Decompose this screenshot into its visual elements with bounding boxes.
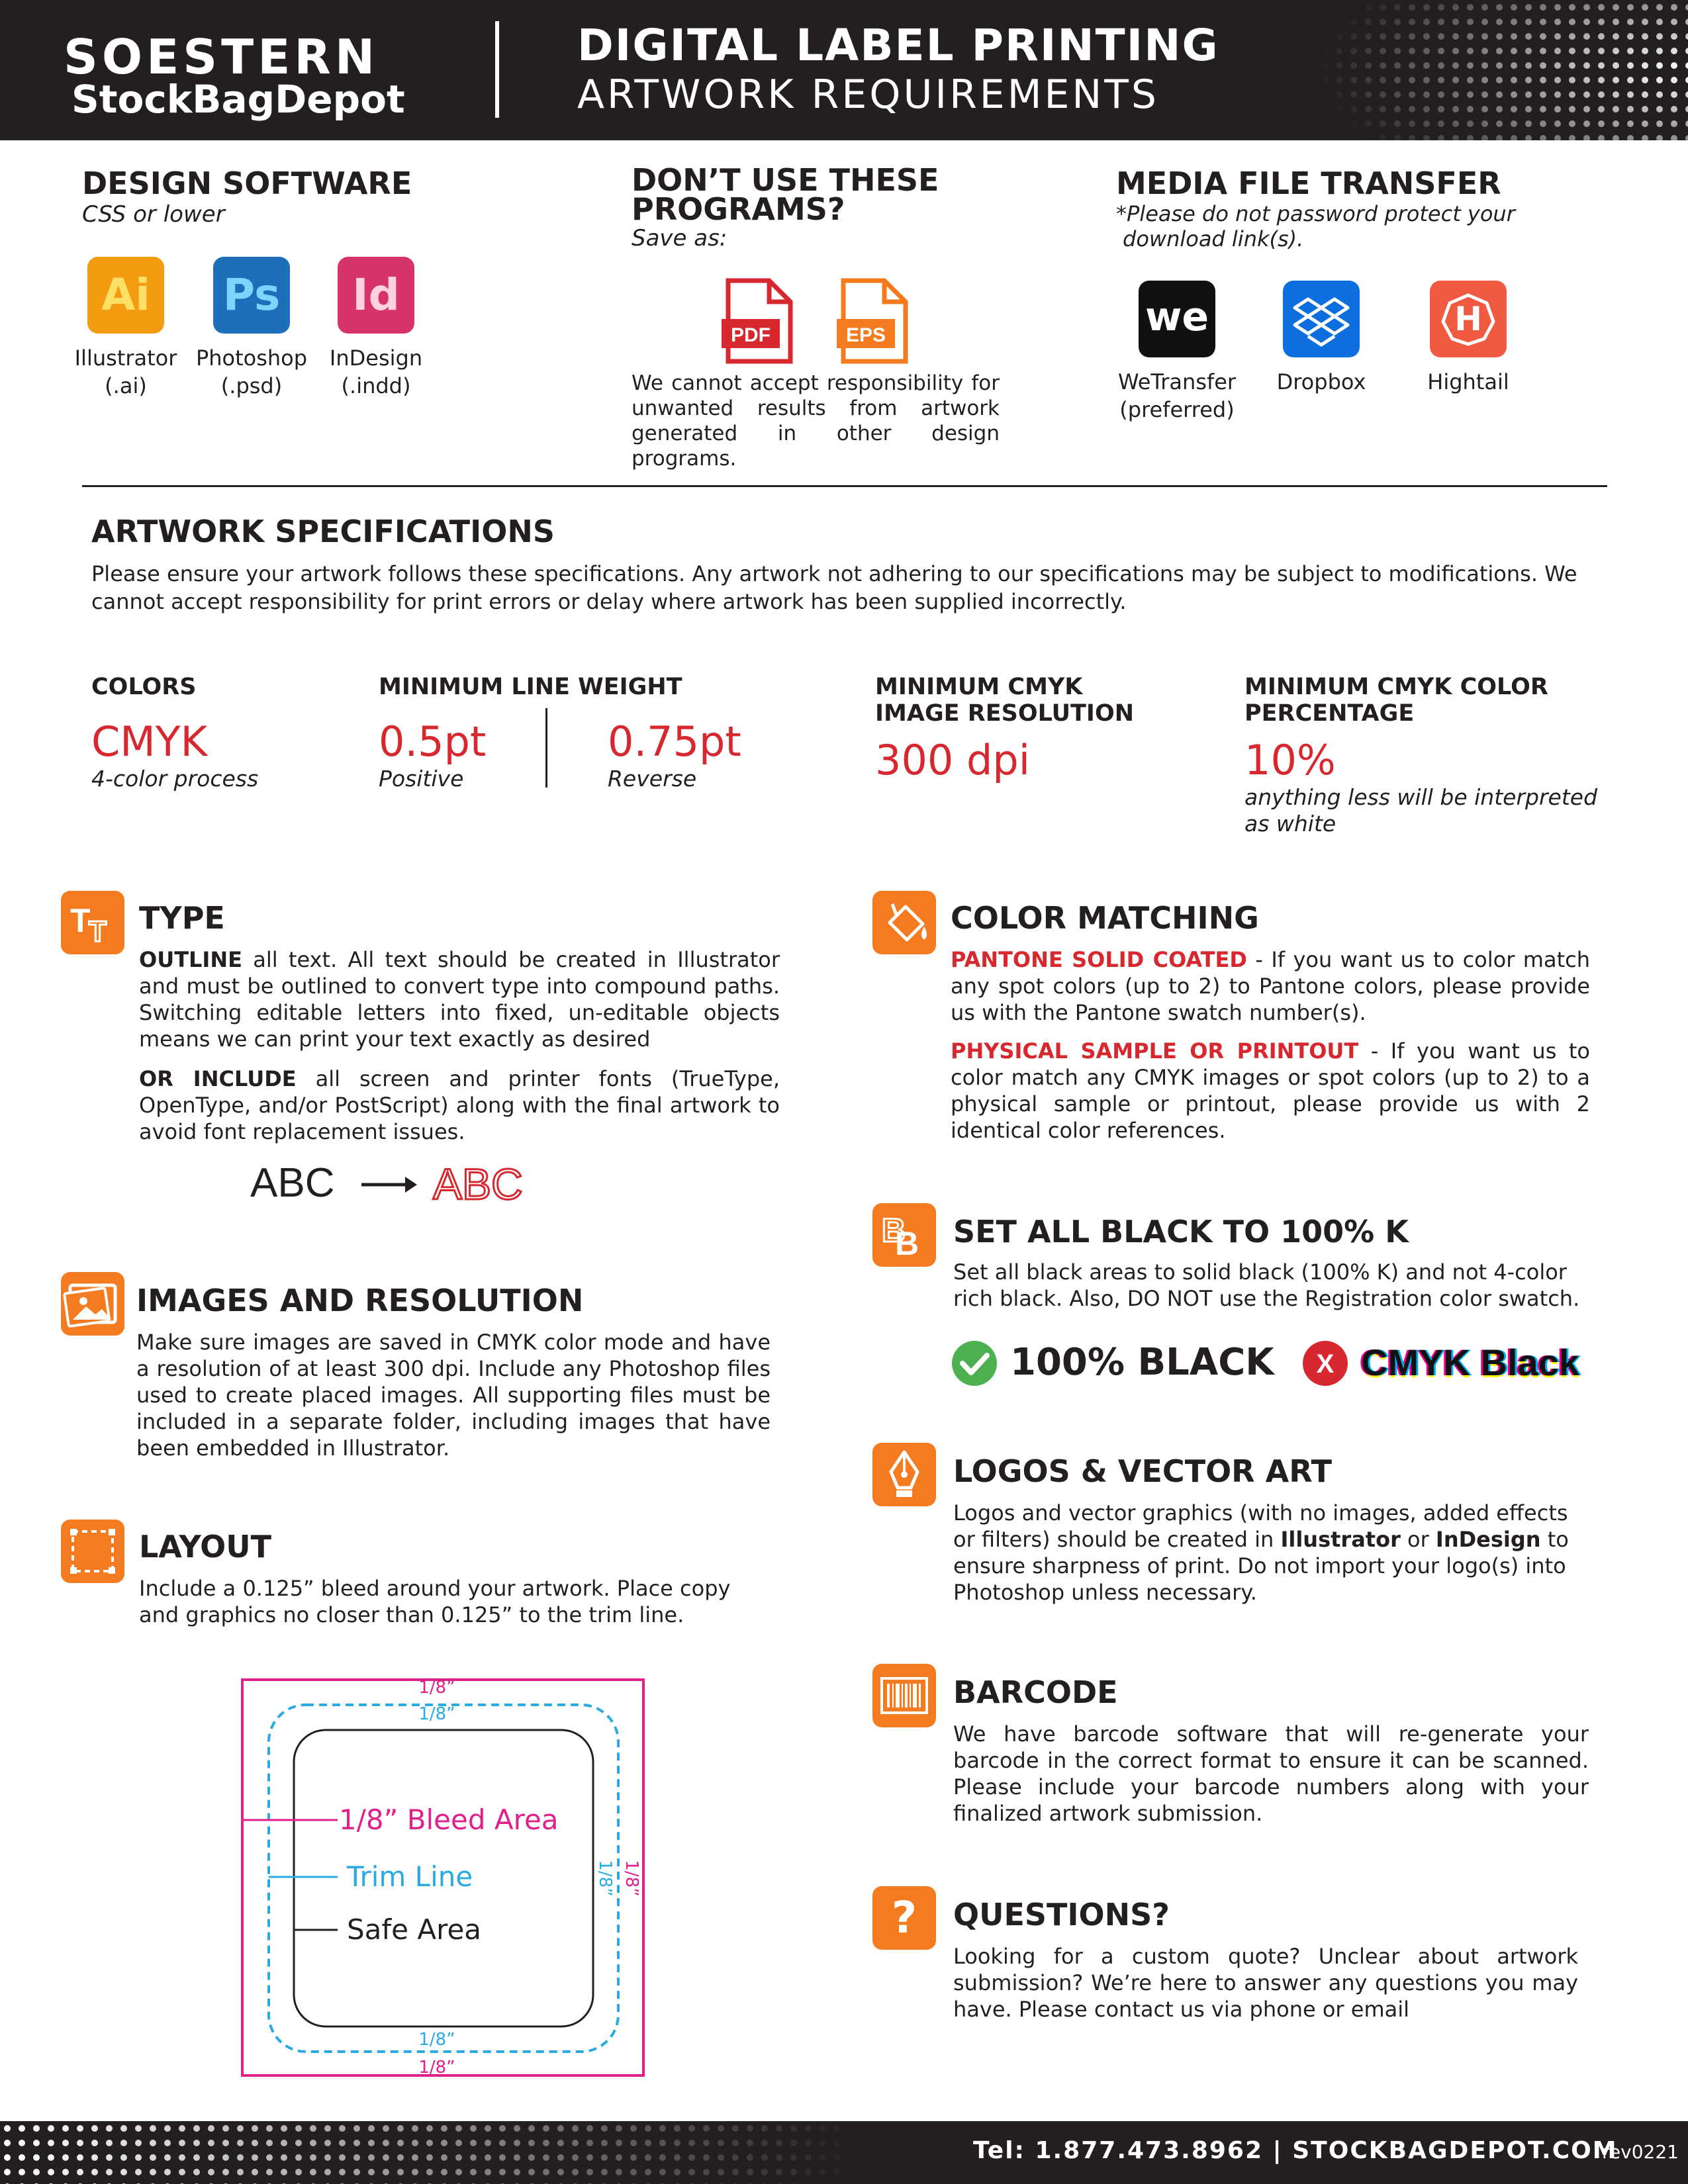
spec-value: 300 dpi (875, 736, 1030, 784)
brand-soestern: SOESTERN (64, 29, 379, 85)
app-name: InDesign (329, 345, 423, 371)
arrow-right-icon (361, 1171, 417, 1198)
design-software-note: CSS or lower (82, 201, 225, 228)
logos-text-2: or (1400, 1527, 1436, 1552)
layout-icon (61, 1520, 124, 1583)
dropbox-icon[interactable] (1283, 281, 1360, 357)
header-divider (495, 21, 499, 118)
spec-label-line2: PERCENTAGE (1244, 700, 1415, 727)
halftone-dots-decoration (1317, 0, 1688, 140)
spec-label-line1: MINIMUM CMYK COLOR (1244, 674, 1548, 700)
outline-text: all text. All text should be created in Illustrator and must be outlined to convert type into compound paths. Switching editable letters into fixed, un-editable objects means we can print your text exactly as desired (139, 947, 780, 1052)
service-name: Dropbox (1276, 369, 1366, 394)
top-bleed-measure: 1/8” (418, 1678, 455, 1698)
good-black-label: 100% BLACK (1010, 1341, 1274, 1384)
svg-text:T: T (70, 902, 91, 939)
svg-text:B: B (882, 1212, 906, 1249)
safe-area-label: Safe Area (347, 1913, 482, 1946)
footer-contact[interactable]: Tel: 1.877.473.8962 | STOCKBAGDEPOT.COM (973, 2137, 1618, 2164)
indesign-caption (316, 344, 436, 400)
note-line2: download link(s). (1123, 226, 1304, 251)
abc-plain-text: ABC (250, 1160, 335, 1206)
include-keyword: OR INCLUDE (139, 1066, 297, 1091)
dropbox-glyph (1283, 281, 1360, 357)
bottom-bleed-measure: 1/8” (418, 2058, 455, 2077)
photoshop-icon: Ps (213, 257, 290, 334)
logos-text-1: Logos and vector graphics (with no images, added effects or filters) should be created in (953, 1500, 1568, 1552)
app-extension: (.indd) (341, 373, 411, 398)
svg-text:ABC: ABC (433, 1160, 523, 1207)
section-divider (82, 485, 1607, 487)
media-transfer-note (1116, 201, 1515, 251)
spec-label-line1: MINIMUM CMYK (875, 674, 1083, 700)
spec-resolution (875, 674, 1134, 784)
hightail-caption (1402, 368, 1534, 396)
question-glyph: ? (891, 1892, 917, 1943)
paint-bucket-icon (872, 891, 936, 954)
line-weight-divider (545, 708, 547, 788)
cmyk-black-label: CMYK Black (1361, 1342, 1579, 1383)
brand-stockbagdepot: StockBagDepot (71, 77, 405, 122)
service-name: WeTransfer (1117, 369, 1237, 394)
image-glyph (61, 1272, 124, 1336)
bleed-area-label: 1/8” Bleed Area (339, 1803, 559, 1836)
footer-halftone-dots (0, 2121, 861, 2184)
x-mark-icon (1301, 1340, 1349, 1387)
indesign-keyword: InDesign (1435, 1527, 1541, 1552)
dropbox-caption (1255, 368, 1387, 396)
spec-line-weight-reverse (608, 717, 741, 792)
image-icon (61, 1272, 124, 1336)
app-extension: (.ai) (105, 373, 147, 398)
svg-text:T: T (89, 915, 107, 948)
logos-text (953, 1500, 1575, 1606)
barcode-glyph (872, 1664, 936, 1727)
questions-text: Looking for a custom quote? Unclear about artwork submission? We’re here to answer any questions you may have. Please contact us via phone or email (953, 1944, 1578, 2022)
dont-use-heading-line1: DON’T USE THESE (632, 162, 939, 198)
service-name: Hightail (1427, 369, 1509, 394)
save-as-note: Save as: (632, 225, 727, 251)
include-text: all screen and printer fonts (TrueType, OpenType, and/or PostScript) along with the final artwork to avoid font replacement issues. (139, 1066, 780, 1144)
pantone-paragraph (951, 946, 1590, 1026)
illustrator-keyword: Illustrator (1280, 1527, 1401, 1552)
black-b-glyph (872, 1203, 936, 1267)
svg-text:B: B (895, 1225, 919, 1262)
spec-label-line2: IMAGE RESOLUTION (875, 700, 1134, 727)
service-extra: (preferred) (1119, 397, 1235, 422)
question-icon (872, 1886, 936, 1950)
spec-note-positive: Positive (379, 766, 464, 792)
hightail-icon[interactable]: H (1430, 281, 1507, 357)
physical-sample-paragraph (951, 1038, 1590, 1144)
right-bleed-measure: 1/8” (622, 1860, 641, 1897)
questions-heading: QUESTIONS? (953, 1897, 1170, 1933)
spec-color-percentage (1244, 674, 1597, 837)
outline-keyword: OUTLINE (139, 947, 242, 972)
black-b-icon (872, 1203, 936, 1267)
barcode-icon (872, 1664, 936, 1727)
app-extension: (.psd) (220, 373, 283, 398)
pantone-keyword: PANTONE SOLID COATED (951, 947, 1247, 972)
color-matching-heading: COLOR MATCHING (951, 900, 1259, 936)
pdf-file-icon (722, 278, 794, 364)
app-name: Illustrator (74, 345, 177, 371)
footer-bar (0, 2121, 1688, 2184)
spec-value: CMYK (91, 717, 208, 766)
spec-label: MINIMUM LINE WEIGHT (379, 674, 682, 700)
physical-sample-text: - If you want us to color match any CMYK images or spot colors (up to 2) to a physical sample or printout, please provide us with 2 identical color references. (951, 1038, 1591, 1143)
illustrator-icon: Ai (87, 257, 164, 334)
black-heading: SET ALL BLACK TO 100% K (953, 1214, 1409, 1250)
dont-use-disclaimer: We cannot accept responsibility for unwanted results from artwork generated in other design programs. (632, 371, 1000, 471)
images-heading: IMAGES AND RESOLUTION (136, 1283, 584, 1318)
layout-glyph (61, 1520, 124, 1583)
black-text: Set all black areas to solid black (100% K) and not 4-color rich black. Also, DO NOT use the Registration color swatch. (953, 1259, 1580, 1311)
app-name: Photoshop (195, 345, 308, 371)
media-transfer-heading: MEDIA FILE TRANSFER (1116, 165, 1501, 201)
design-software-heading: DESIGN SOFTWARE (82, 165, 412, 201)
pen-tool-glyph (872, 1443, 936, 1506)
page-subtitle: ARTWORK REQUIREMENTS (577, 71, 1160, 118)
logos-heading: LOGOS & VECTOR ART (953, 1453, 1332, 1489)
pen-tool-icon (872, 1443, 936, 1506)
illustrator-caption (66, 344, 185, 400)
spec-note: 4-color process (91, 766, 259, 792)
spec-value-positive: 0.5pt (379, 717, 487, 766)
wetransfer-icon[interactable]: we (1139, 281, 1215, 357)
page-title: DIGITAL LABEL PRINTING (577, 20, 1219, 71)
top-trim-measure: 1/8” (418, 1704, 455, 1724)
revision-code: rev0221 (1602, 2141, 1679, 2163)
spec-note-reverse: Reverse (608, 766, 697, 792)
paint-bucket-glyph (872, 891, 936, 954)
layout-text: Include a 0.125” bleed around your artwork. Place copy and graphics no closer than 0.125” to the trim line. (139, 1576, 731, 1627)
barcode-heading: BARCODE (953, 1674, 1118, 1710)
wetransfer-caption (1099, 368, 1255, 424)
type-glyph (61, 891, 124, 954)
bleed-diagram (232, 1668, 655, 2085)
dont-use-heading-line2: PROGRAMS? (632, 191, 845, 227)
artwork-specs-heading: ARTWORK SPECIFICATIONS (91, 514, 555, 549)
pantone-text: - If you want us to color match any spot colors (up to 2) to Pantone colors, please provide us with the Pantone swatch number(s). (951, 947, 1591, 1025)
physical-sample-keyword: PHYSICAL SAMPLE OR PRINTOUT (951, 1038, 1359, 1064)
spec-value-reverse: 0.75pt (608, 717, 741, 766)
indesign-icon: Id (338, 257, 414, 334)
spec-label: COLORS (91, 674, 197, 700)
type-paragraph-2 (139, 1066, 780, 1145)
spec-note-line1: anything less will be interpreted (1244, 784, 1598, 810)
eps-label: EPS (845, 324, 886, 346)
type-heading: TYPE (139, 900, 225, 936)
svg-text:X: X (1316, 1349, 1335, 1379)
check-icon (951, 1340, 998, 1387)
abc-outlined-text (430, 1157, 543, 1207)
right-trim-measure: 1/8” (595, 1860, 615, 1897)
artwork-specs-intro: Please ensure your artwork follows these specifications. Any artwork not adhering to our specifications may be subject to modifications. We cannot accept responsibility for print errors or delay where artwork has been supplied incorrectly. (91, 561, 1577, 614)
header-banner (0, 0, 1688, 140)
note-line1: *Please do not password protect your (1116, 201, 1515, 226)
spec-value: 10% (1244, 736, 1336, 784)
trim-line-label: Trim Line (347, 1860, 473, 1893)
layout-heading: LAYOUT (139, 1529, 272, 1565)
spec-note-line2: as white (1244, 811, 1336, 837)
logos-text-3: to ensure sharpness of print. Do not import your logo(s) into Photoshop unless necessary. (953, 1527, 1569, 1605)
pdf-label: PDF (731, 324, 771, 346)
bottom-trim-measure: 1/8” (418, 2030, 455, 2050)
barcode-text: We have barcode software that will re-generate your barcode in the correct format to ensure it can be scanned. Please include your barcode numbers along with your finalized artwork submission. (953, 1721, 1589, 1826)
type-icon (61, 891, 124, 954)
spec-colors (91, 674, 258, 792)
images-text: Make sure images are saved in CMYK color mode and have a resolution of at least 300 dpi. Include any Photoshop files used to create placed images. All supporting files must be included in a separate folder, including images that have been embedded in Illustrator. (136, 1330, 771, 1461)
eps-file-icon (837, 278, 910, 364)
type-paragraph-1 (139, 946, 780, 1052)
photoshop-caption (185, 344, 318, 400)
dont-use-heading (632, 162, 939, 227)
